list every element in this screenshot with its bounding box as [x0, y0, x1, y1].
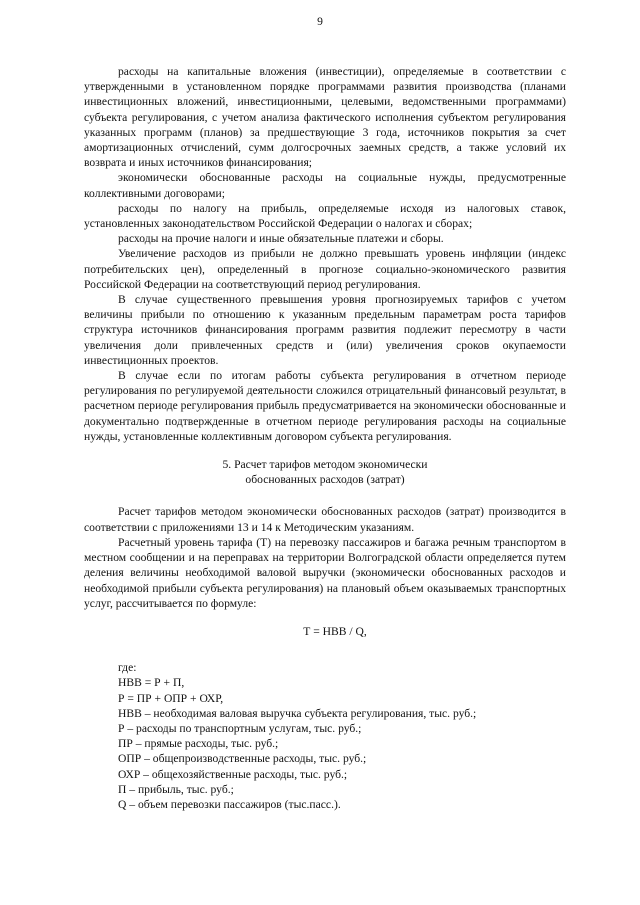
definition-r-formula: Р = ПР + ОПР + ОХР,: [118, 691, 224, 705]
document-body: [84, 64, 566, 812]
page-number: 9: [317, 15, 323, 28]
section-heading: [84, 457, 566, 487]
section-heading-line-2: обоснованных расходов (затрат): [245, 473, 405, 487]
paragraph-social-expenses: экономически обоснованные расходы на социальные нужды, предусмотренные коллективными договорами;: [84, 171, 566, 200]
paragraph-negative-result: В случае если по итогам работы субъекта регулирования в отчетном периоде регулирования по регулируемой деятельности сложился отрицательный финансовый результат, в расчетном периоде регулирования прибыль предусматривается на экономически обоснованные и документально подтвержденные в отчетном периоде регулирования расходы на социальные нужды, установленные коллективным договором субъекта регулирования.: [84, 369, 566, 443]
definition-nvv-formula: НВВ = Р + П,: [118, 676, 185, 690]
paragraph-inflation-limit: Увеличение расходов из прибыли не должно превышать уровень инфляции (индекс потребительских цен), определенный в прогнозе социально-экономического развития Российской Федерации на соответствующий период регулирования.: [84, 247, 566, 291]
paragraph-method-intro: Расчет тарифов методом экономически обоснованных расходов (затрат) производится в соответствии с приложениями 13 и 14 к Методическим указаниям.: [84, 505, 566, 534]
definition-where: где:: [118, 661, 137, 675]
paragraph-other-taxes: расходы на прочие налоги и иные обязательные платежи и сборы.: [118, 232, 444, 246]
definition-r: Р – расходы по транспортным услугам, тыс. руб.;: [118, 721, 362, 735]
definition-pr: ПР – прямые расходы, тыс. руб.;: [118, 737, 279, 751]
paragraph-tariff-level: Расчетный уровень тарифа (Т) на перевозку пассажиров и багажа речным транспортом в местном сообщении и на переправах на территории Волгоградской области определяется путем деления величины необходимой валовой выручки (экономически обоснованных расходов и необходимой прибыли субъекта регулирования) на плановый объем оказываемых транспортных услуг, рассчитывается по формуле:: [84, 535, 566, 610]
paragraph-capital-expenses: расходы на капитальные вложения (инвестиции), определяемые в соответствии с утвержденными в установленном порядке программами развития производства (планами инвестиционных вложений, инвестиционными, целевыми, ведомственными программами) субъекта регулирования, с учетом анализа фактического исполнения субъектом регулирования указанных программ (планов) за предшествующие 3 года, источников покрытия за счет амортизационных отчислений, сумм долгосрочных заемных средств, а также условий их возврата и иных источников финансирования;: [84, 65, 566, 170]
paragraph-profit-tax: расходы по налогу на прибыль, определяемые исходя из налоговых ставок, установленных законодательством Российской Федерации о налогах и сборах;: [84, 201, 566, 231]
definition-ohr: ОХР – общехозяйственные расходы, тыс. руб.;: [118, 767, 348, 781]
paragraph-tariff-excess: В случае существенного превышения уровня прогнозируемых тарифов с учетом величины прибыли по отношению к указанным предельным параметрам роста тарифов структура источников финансирования программ развития подлежит пересмотру в части увеличения доли привлеченных средств и (или) увеличения сроков окупаемости инвестиционных проектов.: [84, 293, 566, 367]
definition-q: Q – объем перевозки пассажиров (тыс.пасс.).: [118, 797, 341, 811]
tariff-formula: Т = НВВ / Q,: [303, 624, 367, 638]
section-heading-line-1: 5. Расчет тарифов методом экономически: [222, 458, 428, 472]
definition-p: П – прибыль, тыс. руб.;: [118, 782, 234, 796]
definition-opr: ОПР – общепроизводственные расходы, тыс. руб.;: [118, 752, 367, 766]
definition-nvv: НВВ – необходимая валовая выручка субъекта регулирования, тыс. руб.;: [118, 706, 477, 720]
